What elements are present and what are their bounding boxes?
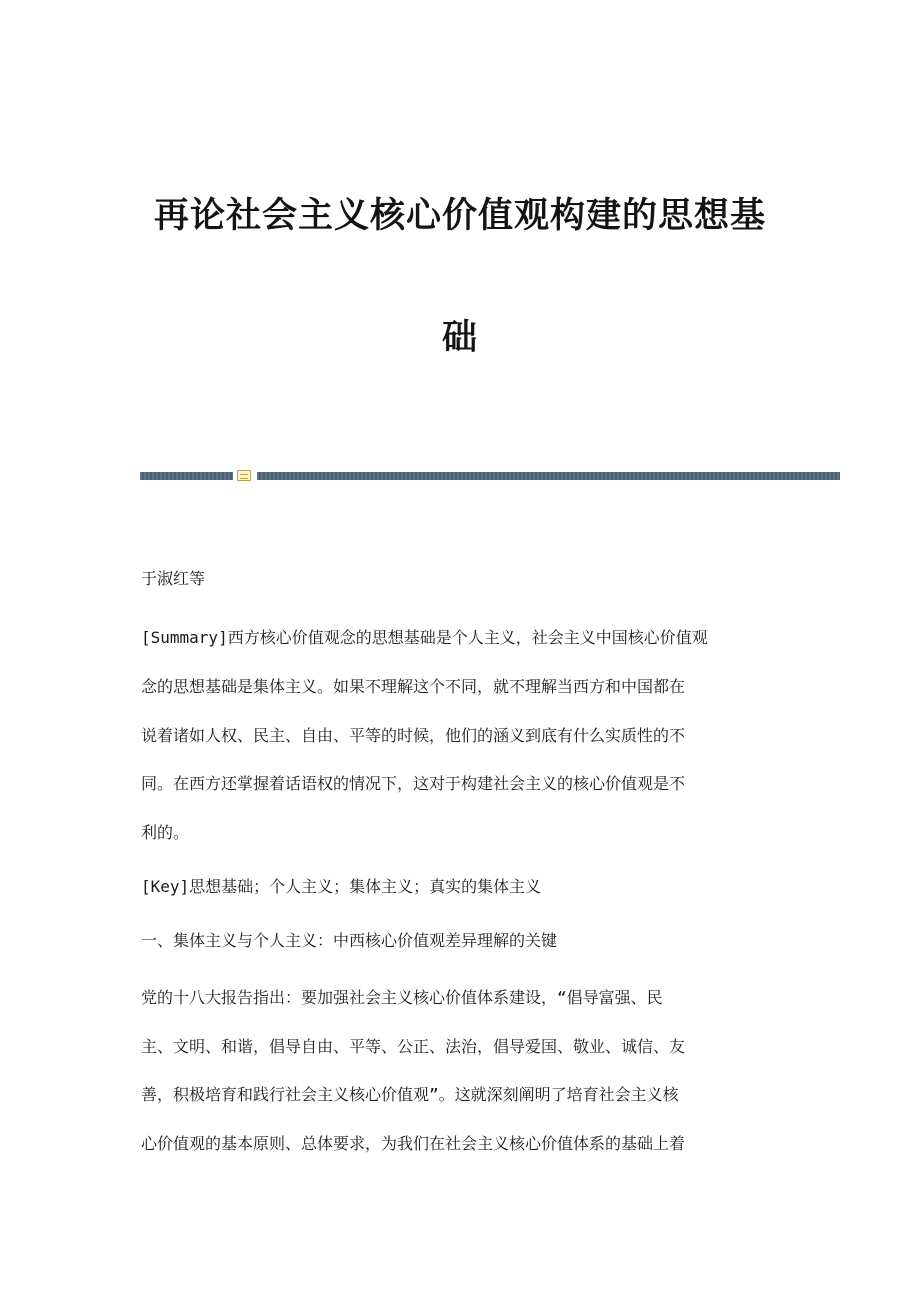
summary-line-4: 同。在西方还掌握着话语权的情况下，这对于构建社会主义的核心价值观是不 — [141, 774, 686, 793]
body-line-4: 心价值观的基本原则、总体要求，为我们在社会主义核心价值体系的基础上着 — [141, 1134, 686, 1153]
body-line-1: 党的十八大报告指出：要加强社会主义核心价值体系建设，“倡导富强、民 — [141, 988, 663, 1007]
envelope-icon — [237, 470, 251, 481]
author-line: 于淑红等 — [141, 569, 206, 588]
divider-bar-right — [257, 472, 840, 480]
summary-line-2: 念的思想基础是集体主义。如果不理解这个不同，就不理解当西方和中国都在 — [141, 677, 686, 696]
body-line-3: 善，积极培育和践行社会主义核心价值观”。这就深刻阐明了培育社会主义核 — [141, 1085, 679, 1104]
keywords-line: [Key]思想基础；个人主义；集体主义；真实的集体主义 — [141, 877, 542, 896]
body-line-2: 主、文明、和谐，倡导自由、平等、公正、法治，倡导爱国、敬业、诚信、友 — [141, 1037, 686, 1056]
title-divider — [140, 472, 840, 480]
document-title-line-1: 再论社会主义核心价值观构建的思想基 — [153, 196, 766, 236]
summary-line-5: 利的。 — [141, 823, 190, 842]
summary-line-1: [Summary]西方核心价值观念的思想基础是个人主义，社会主义中国核心价值观 — [141, 628, 708, 647]
summary-line-3: 说着诸如人权、民主、自由、平等的时候，他们的涵义到底有什么实质性的不 — [141, 726, 686, 745]
section-heading: 一、集体主义与个人主义：中西核心价值观差异理解的关键 — [141, 931, 558, 950]
divider-bar-left — [140, 472, 233, 480]
document-title-line-2: 础 — [441, 318, 478, 358]
